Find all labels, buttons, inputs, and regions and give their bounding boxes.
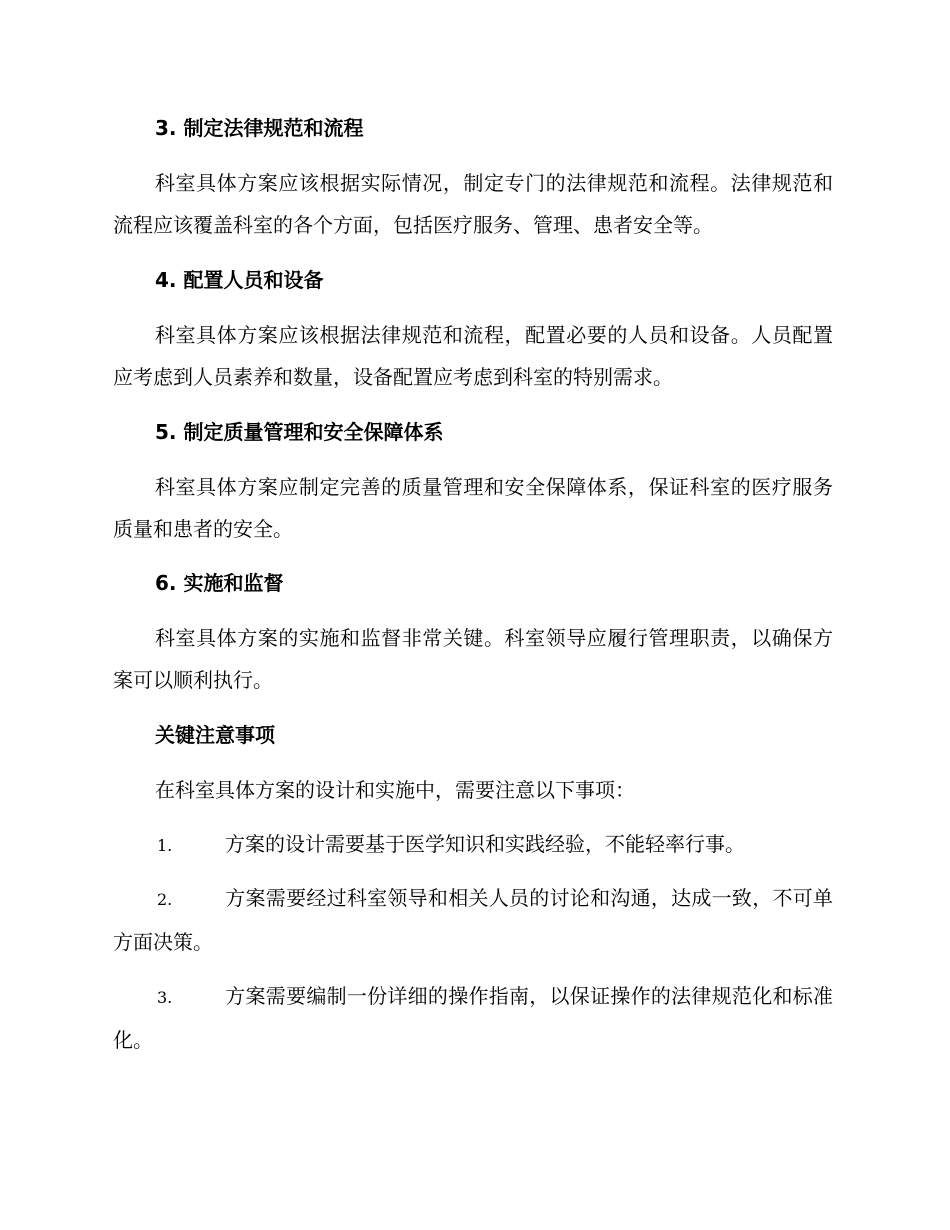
notes-heading: 关键注意事项: [155, 723, 275, 747]
notes-intro: 在科室具体方案的设计和实施中，需要注意以下事项：: [155, 778, 635, 802]
section-paragraph-6: 科室具体方案的实施和监督非常关键。科室领导应履行管理职责，以确保方案可以顺利执行。: [113, 626, 833, 692]
list-item-text: 方案需要经过科室领导和相关人员的讨论和沟通，达成一致，不可单方面决策。: [113, 886, 833, 954]
section-heading-3: 3. 制定法律规范和流程: [155, 116, 364, 140]
section-paragraph-3: 科室具体方案应该根据实际情况，制定专门的法律规范和流程。法律规范和流程应该覆盖科室的各个方面，包括医疗服务、管理、患者安全等。: [113, 171, 833, 237]
list-item-number: 1.: [157, 836, 173, 855]
section-heading-5: 5. 制定质量管理和安全保障体系: [155, 420, 444, 444]
section-paragraph-4: 科室具体方案应该根据法律规范和流程，配置必要的人员和设备。人员配置应考虑到人员素养和数量，设备配置应考虑到科室的特别需求。: [113, 323, 833, 389]
list-item-text: 方案需要编制一份详细的操作指南，以保证操作的法律规范化和标准化。: [113, 984, 833, 1052]
section-paragraph-5: 科室具体方案应制定完善的质量管理和安全保障体系，保证科室的医疗服务质量和患者的安全。: [113, 475, 833, 541]
list-item: [113, 975, 833, 1061]
list-item-number: 2.: [157, 890, 173, 909]
list-item-text: 方案的设计需要基于医学知识和实践经验，不能轻率行事。: [225, 832, 745, 856]
list-item-number: 3.: [157, 988, 173, 1007]
section-heading-6: 6. 实施和监督: [155, 571, 284, 595]
list-item: [113, 823, 833, 867]
section-heading-4: 4. 配置人员和设备: [155, 268, 324, 292]
list-item: [113, 877, 833, 963]
